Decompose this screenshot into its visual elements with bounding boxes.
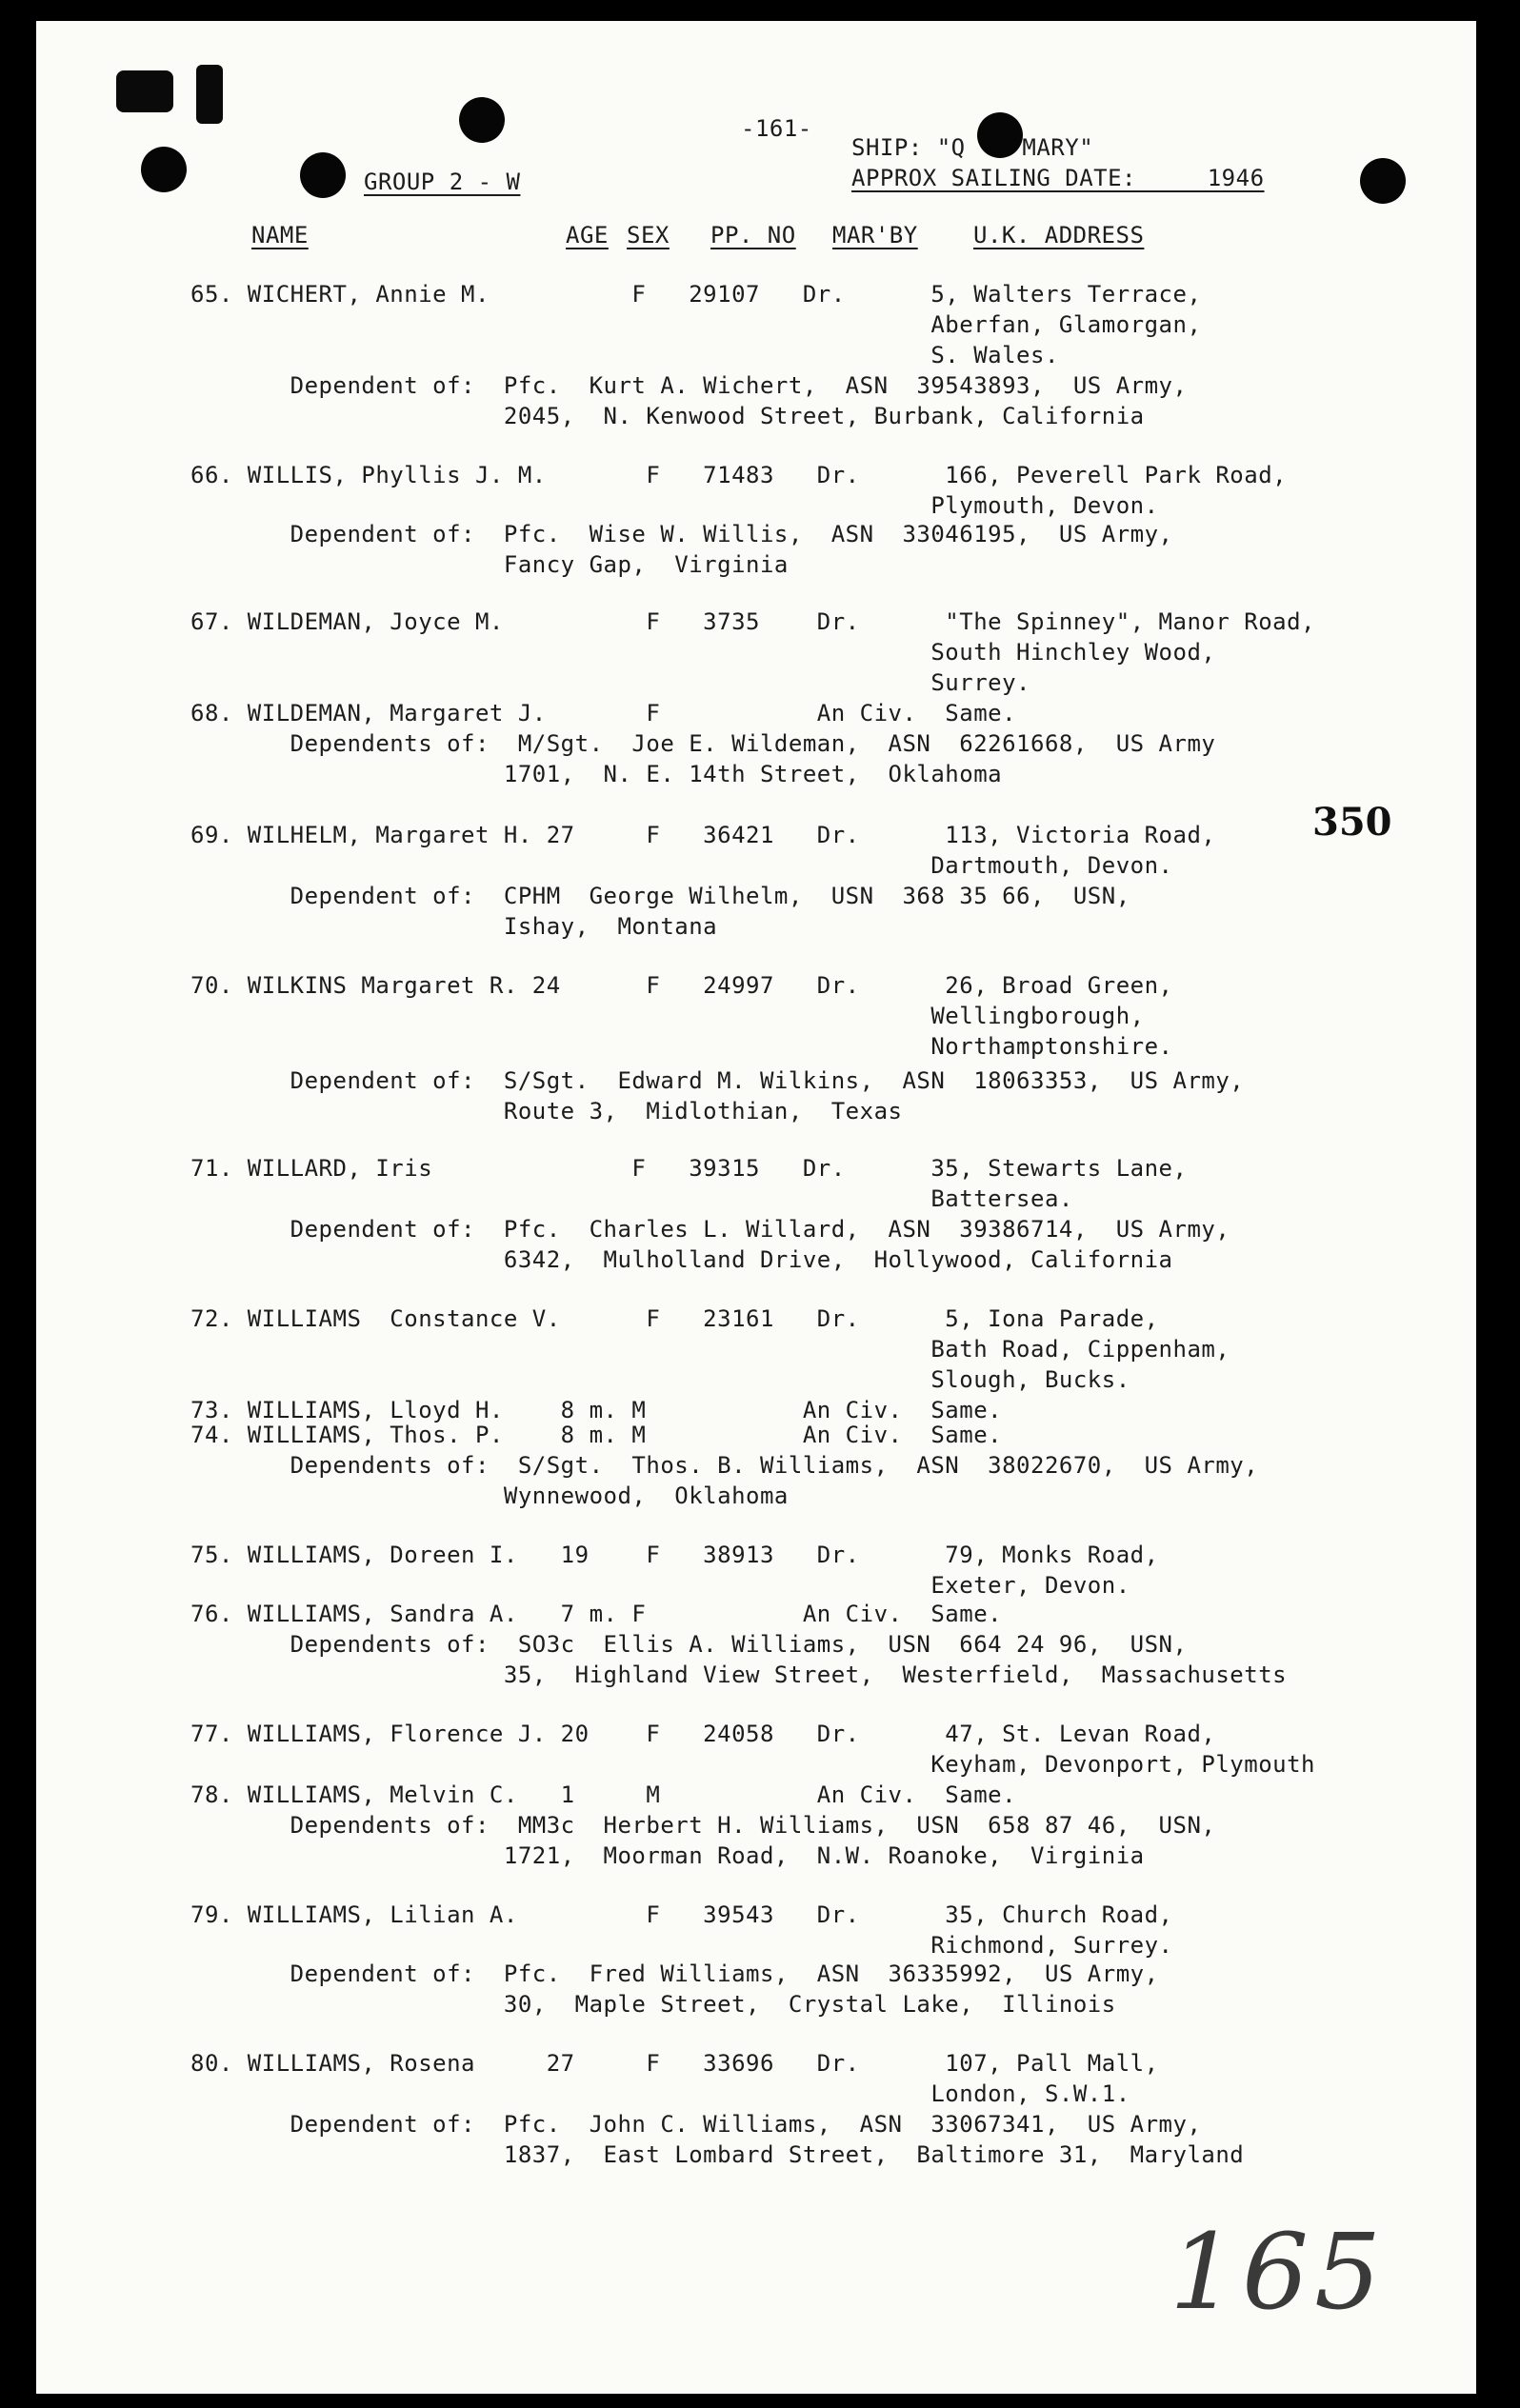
list-line: 74. WILLIAMS, Thos. P. 8 m. M An Civ. Same.: [190, 1422, 1003, 1448]
list-line: 76. WILLIAMS, Sandra A. 7 m. F An Civ. Same.: [190, 1601, 1003, 1627]
list-line: Dependent of: Pfc. Wise W. Willis, ASN 33046195, US Army,: [190, 521, 1173, 547]
list-line: Bath Road, Cippenham,: [190, 1336, 1230, 1363]
list-line: Richmond, Surrey.: [190, 1932, 1173, 1959]
list-line: Slough, Bucks.: [190, 1366, 1130, 1393]
col-header-uk-address: U.K. ADDRESS: [973, 222, 1145, 249]
handwritten-page-number: 165: [1170, 2211, 1387, 2333]
list-line: Dependents of: S/Sgt. Thos. B. Williams, ASN 38022670, US Army,: [190, 1452, 1259, 1479]
list-line: 73. WILLIAMS, Lloyd H. 8 m. M An Civ. Same.: [190, 1397, 1003, 1423]
list-line: Exeter, Devon.: [190, 1572, 1130, 1599]
list-line: Wynnewood, Oklahoma: [190, 1483, 789, 1509]
list-line: Wellingborough,: [190, 1003, 1145, 1029]
ink-blot-top-left-2: [196, 65, 223, 124]
col-header-mar-by: MAR'BY: [832, 222, 918, 249]
list-line: Fancy Gap, Virginia: [190, 551, 789, 578]
list-line: Dependent of: Pfc. Charles L. Willard, ASN 39386714, US Army,: [190, 1216, 1230, 1243]
list-line: 35, Highland View Street, Westerfield, Massachusetts: [190, 1662, 1288, 1688]
list-line: 2045, N. Kenwood Street, Burbank, California: [190, 403, 1145, 429]
list-line: 1721, Moorman Road, N.W. Roanoke, Virginia: [190, 1842, 1145, 1869]
col-header-age: AGE: [566, 222, 609, 249]
list-line: Route 3, Midlothian, Texas: [190, 1098, 903, 1124]
sailing-date-label: APPROX SAILING DATE: 1946: [851, 165, 1265, 191]
list-line: 69. WILHELM, Margaret H. 27 F 36421 Dr. 113, Victoria Road,: [190, 822, 1216, 848]
list-line: London, S.W.1.: [190, 2080, 1130, 2107]
list-line: Dependents of: MM3c Herbert H. Williams, USN 658 87 46, USN,: [190, 1812, 1216, 1839]
list-line: Aberfan, Glamorgan,: [190, 311, 1202, 338]
list-line: 6342, Mulholland Drive, Hollywood, California: [190, 1246, 1173, 1273]
list-line: Ishay, Montana: [190, 913, 718, 940]
punch-hole-left: [141, 147, 187, 192]
list-line: Dependent of: Pfc. John C. Williams, ASN 33067341, US Army,: [190, 2111, 1202, 2138]
list-line: Keyham, Devonport, Plymouth: [190, 1751, 1315, 1778]
list-line: Battersea.: [190, 1185, 1073, 1212]
col-header-pp-no: PP. NO: [710, 222, 796, 249]
list-line: 66. WILLIS, Phyllis J. M. F 71483 Dr. 166, Peverell Park Road,: [190, 462, 1288, 488]
list-line: 67. WILDEMAN, Joyce M. F 3735 Dr. "The Spinney", Manor Road,: [190, 608, 1315, 635]
list-line: 68. WILDEMAN, Margaret J. F An Civ. Same.: [190, 700, 1017, 726]
list-line: 65. WICHERT, Annie M. F 29107 Dr. 5, Walters Terrace,: [190, 281, 1202, 308]
stamp-number: 350: [1312, 800, 1392, 845]
list-line: Dartmouth, Devon.: [190, 852, 1173, 879]
list-line: S. Wales.: [190, 342, 1059, 368]
page-number: -161-: [741, 115, 812, 142]
list-line: 1701, N. E. 14th Street, Oklahoma: [190, 761, 1003, 787]
list-line: Plymouth, Devon.: [190, 492, 1159, 519]
list-line: Dependent of: Pfc. Fred Williams, ASN 36335992, US Army,: [190, 1960, 1159, 1987]
list-line: 77. WILLIAMS, Florence J. 20 F 24058 Dr. 47, St. Levan Road,: [190, 1721, 1216, 1747]
ink-blot-top-left: [116, 70, 173, 112]
list-line: 79. WILLIAMS, Lilian A. F 39543 Dr. 35, Church Road,: [190, 1901, 1173, 1928]
list-line: Dependents of: SO3c Ellis A. Williams, USN 664 24 96, USN,: [190, 1631, 1188, 1658]
list-line: 72. WILLIAMS Constance V. F 23161 Dr. 5, Iona Parade,: [190, 1305, 1159, 1332]
list-line: 1837, East Lombard Street, Baltimore 31, Maryland: [190, 2141, 1245, 2168]
list-line: Northamptonshire.: [190, 1033, 1173, 1060]
list-line: Dependent of: CPHM George Wilhelm, USN 368 35 66, USN,: [190, 883, 1130, 909]
punch-hole-left-2: [300, 152, 346, 198]
punch-hole-right: [1360, 158, 1406, 204]
col-header-name: NAME: [251, 222, 309, 249]
list-line: Dependents of: M/Sgt. Joe E. Wildeman, ASN 62261668, US Army: [190, 730, 1216, 757]
document-page: [36, 21, 1476, 2394]
list-line: Dependent of: S/Sgt. Edward M. Wilkins, ASN 18063353, US Army,: [190, 1067, 1245, 1094]
list-line: 78. WILLIAMS, Melvin C. 1 M An Civ. Same.: [190, 1781, 1017, 1808]
list-line: 30, Maple Street, Crystal Lake, Illinois: [190, 1991, 1116, 2018]
list-line: South Hinchley Wood,: [190, 639, 1216, 666]
col-header-sex: SEX: [627, 222, 670, 249]
group-label: GROUP 2 - W: [364, 169, 521, 195]
list-line: 71. WILLARD, Iris F 39315 Dr. 35, Stewarts Lane,: [190, 1155, 1188, 1182]
list-line: Surrey.: [190, 669, 1031, 696]
list-line: Dependent of: Pfc. Kurt A. Wichert, ASN 39543893, US Army,: [190, 372, 1188, 399]
list-line: 70. WILKINS Margaret R. 24 F 24997 Dr. 26, Broad Green,: [190, 972, 1173, 999]
punch-hole-top-center: [459, 97, 505, 143]
list-line: 75. WILLIAMS, Doreen I. 19 F 38913 Dr. 79, Monks Road,: [190, 1542, 1159, 1568]
list-line: 80. WILLIAMS, Rosena 27 F 33696 Dr. 107, Pall Mall,: [190, 2050, 1159, 2077]
ship-label: SHIP: "Q MARY": [851, 134, 1094, 161]
